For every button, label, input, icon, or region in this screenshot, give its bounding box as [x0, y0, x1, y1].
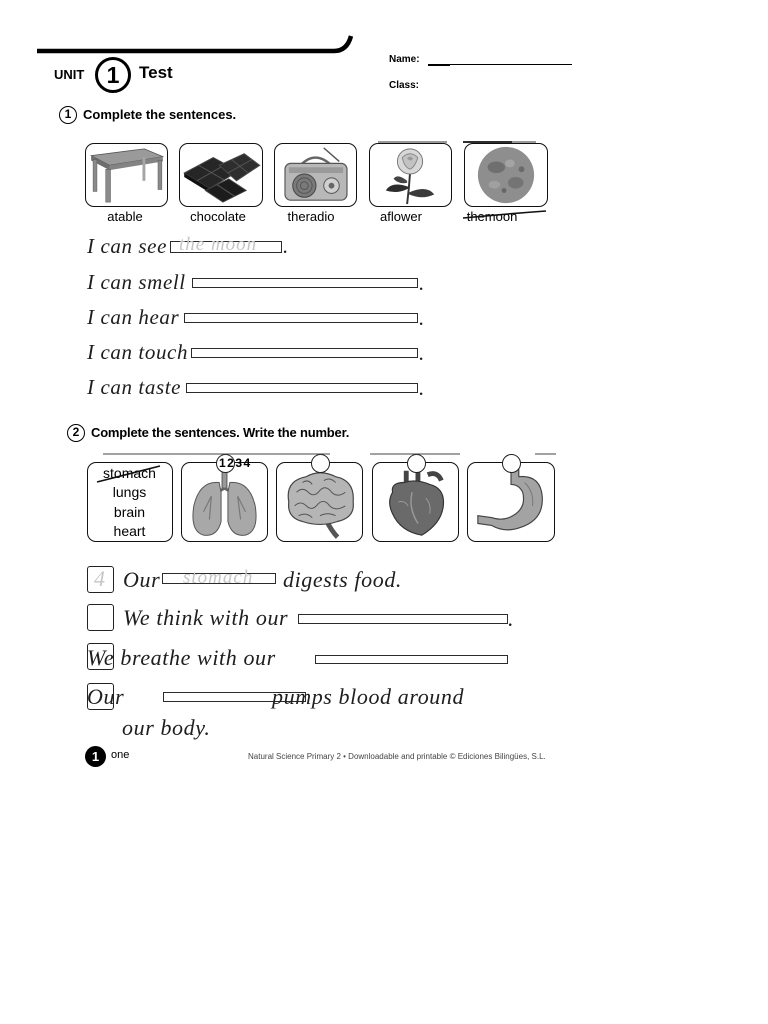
section-1-number: 1: [59, 106, 77, 124]
picture-chocolate: [179, 143, 263, 207]
name-label: Name:: [389, 54, 420, 65]
sentence-end: .: [508, 606, 515, 631]
number-mark: 1234: [219, 456, 252, 470]
chocolate-image: [180, 144, 262, 206]
answer-field[interactable]: [191, 348, 418, 358]
brain-image: [277, 463, 362, 541]
answer-field[interactable]: [184, 313, 418, 323]
answer-field[interactable]: [315, 655, 508, 664]
lungs-image: [182, 463, 267, 541]
footer-credit: Natural Science Primary 2 • Downloadable and printable © Ediciones Bilingües, S.L.: [248, 752, 546, 761]
answer-hint: the moon: [179, 234, 258, 255]
unit-number-badge: 1: [95, 57, 131, 93]
moon-image: [465, 144, 547, 206]
word-bank: [87, 462, 173, 542]
sentence-prompt: I can touch: [87, 340, 189, 364]
unit-label: UNIT: [54, 67, 85, 82]
sentence-text: Our: [123, 567, 161, 592]
word-bank-item: lungs: [112, 484, 147, 500]
picture-brain: [276, 462, 363, 542]
sentence-prompt: I can see: [87, 234, 168, 258]
section-1-instruction: Complete the sentences.: [83, 107, 237, 122]
word-bank-item: stomach: [103, 465, 156, 481]
sentence-end: .: [419, 341, 425, 365]
picture-label: themoon: [466, 209, 518, 224]
stomach-image: [468, 463, 554, 541]
page-number-word: one: [111, 749, 130, 761]
sentence-prompt: I can taste: [87, 375, 182, 399]
sentence-end: .: [419, 271, 425, 295]
sentence-text: pumps blood around: [272, 684, 465, 709]
heart-image: [373, 463, 458, 541]
sentence-prompt: I can smell: [87, 270, 186, 294]
picture-lungs: [181, 462, 268, 542]
flower-image: [370, 144, 451, 206]
picture-heart: [372, 462, 459, 542]
test-title: Test: [139, 63, 173, 82]
word-bank-item: brain: [113, 504, 146, 520]
picture-label: aflower: [380, 209, 422, 224]
answer-hint: stomach: [183, 567, 254, 588]
sentence-end: .: [419, 306, 425, 330]
page-number-badge: 1: [85, 746, 106, 767]
name-field[interactable]: [428, 56, 572, 65]
header-rule: [37, 36, 351, 51]
sentence-text: digests food.: [283, 567, 403, 592]
text-cursor: [428, 64, 450, 67]
answer-field[interactable]: [170, 234, 282, 255]
picture-number-field[interactable]: [311, 454, 330, 473]
sentence-text: Our: [87, 684, 125, 709]
picture-number-field[interactable]: [407, 454, 426, 473]
sentence-text: our body.: [122, 715, 211, 740]
radio-image: [275, 144, 356, 206]
sentence-number-box[interactable]: [87, 604, 114, 631]
answer-field[interactable]: [298, 614, 508, 624]
picture-number-field[interactable]: [502, 454, 521, 473]
picture-label: chocolate: [190, 209, 246, 224]
sentence-number-hint: 4: [94, 566, 106, 591]
picture-flower: [369, 143, 452, 207]
sentence-number-box[interactable]: [87, 566, 114, 593]
word-bank-item: heart: [113, 523, 146, 539]
picture-moon: [464, 143, 548, 207]
sentence-text: We breathe with our: [87, 645, 276, 670]
picture-table: [85, 143, 168, 207]
sentence-text: We think with our: [123, 605, 289, 630]
picture-radio: [274, 143, 357, 207]
class-label: Class:: [389, 80, 420, 91]
table-image: [86, 144, 167, 206]
section-2-number: 2: [67, 424, 85, 442]
sentence-end: .: [283, 234, 289, 258]
answer-field[interactable]: [192, 278, 418, 288]
sentence-end: .: [419, 376, 425, 400]
picture-label: atable: [107, 209, 143, 224]
answer-field[interactable]: [162, 567, 276, 588]
sentence-prompt: I can hear: [87, 305, 180, 329]
section-2-instruction: Complete the sentences. Write the number.: [91, 425, 350, 440]
picture-stomach: [467, 462, 555, 542]
answer-field[interactable]: [186, 383, 418, 393]
picture-label: theradio: [287, 209, 335, 224]
